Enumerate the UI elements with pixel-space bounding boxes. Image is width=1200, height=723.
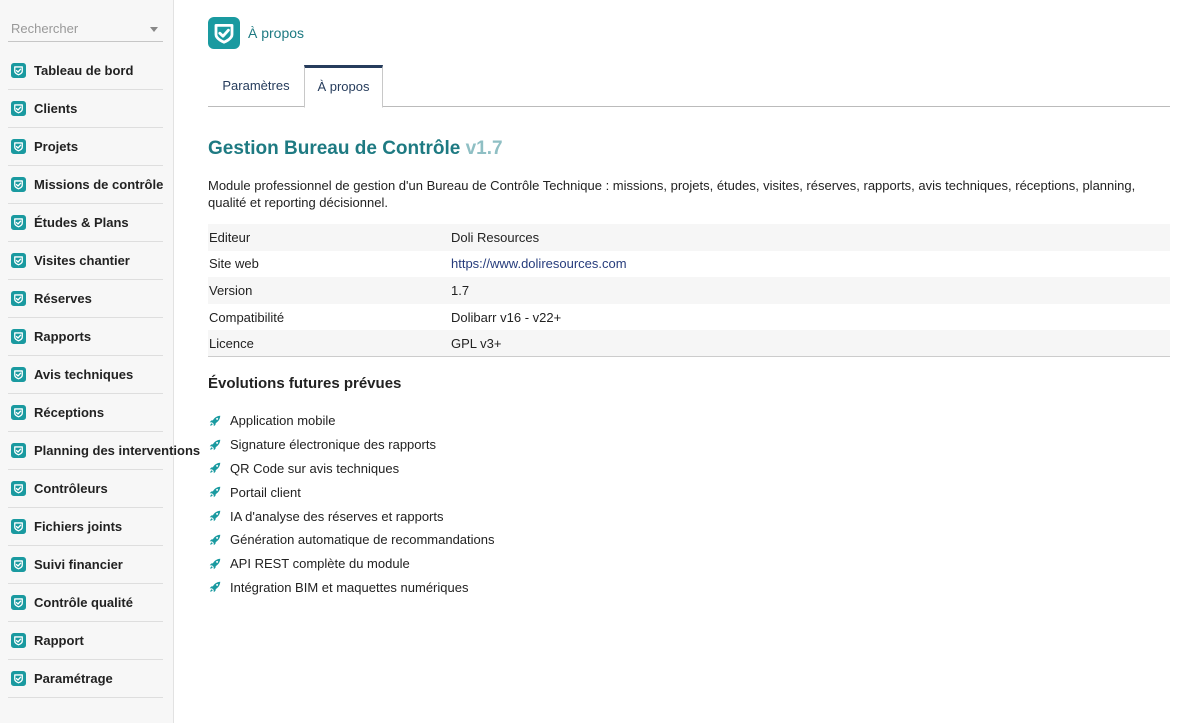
sidebar-item-label: Rapports [34, 329, 92, 344]
sidebar-item-label: Études & Plans [34, 215, 129, 230]
sidebar-item[interactable] [8, 356, 163, 394]
shield-check-icon [11, 253, 26, 268]
sidebar-item[interactable] [8, 242, 163, 280]
shield-check-icon [208, 17, 240, 49]
chevron-down-icon[interactable] [150, 27, 158, 32]
sidebar-item-label: Avis techniques [34, 367, 134, 382]
info-value-cell [450, 304, 1170, 331]
sidebar-item-label: Rapport [34, 633, 84, 648]
sidebar-item-label: Projets [34, 139, 79, 154]
roadmap-item-label: API REST complète du module [230, 556, 410, 572]
module-name: Gestion Bureau de Contrôle [208, 138, 461, 159]
roadmap-item [208, 433, 495, 457]
roadmap-item [208, 528, 495, 552]
info-key: Editeur [208, 224, 450, 251]
sidebar-item-label: Missions de contrôle [34, 177, 164, 192]
shield-check-icon [11, 519, 26, 534]
module-version: v1.7 [465, 138, 503, 159]
sidebar-item[interactable] [8, 90, 163, 128]
roadmap-item-label: QR Code sur avis techniques [230, 460, 400, 476]
module-description: Module professionnel de gestion d'un Bureau de Contrôle Technique : missions, projets, études, visites, réserves, rapports, avis techniques, réceptions, planning, qualité et reporting décisionnel. [208, 178, 1136, 210]
shield-check-icon [11, 329, 26, 344]
shield-check-icon [11, 101, 26, 116]
roadmap-item [208, 504, 495, 528]
roadmap-item-label: Intégration BIM et maquettes numériques [230, 579, 469, 595]
sidebar-menu [8, 52, 201, 698]
rocket-icon [209, 534, 221, 546]
info-key: Compatibilité [209, 309, 285, 325]
roadmap-title: Évolutions futures prévues [208, 375, 402, 392]
tab-parametres[interactable]: Paramètres [222, 78, 290, 93]
shield-check-icon [11, 633, 26, 648]
sidebar-item[interactable] [8, 394, 163, 432]
shield-check-icon [11, 595, 26, 610]
info-table [208, 224, 1170, 357]
sidebar-item-label: Réserves [34, 291, 92, 306]
shield-check-icon [11, 481, 26, 496]
roadmap-item [208, 409, 495, 433]
sidebar-item[interactable] [8, 508, 163, 546]
sidebar-item-label: Réceptions [34, 405, 105, 420]
rocket-icon [209, 462, 221, 474]
sidebar-item[interactable] [8, 584, 163, 622]
sidebar-item[interactable] [8, 280, 163, 318]
sidebar-item[interactable] [8, 546, 163, 584]
roadmap-item-label: Portail client [230, 484, 301, 500]
shield-check-icon [11, 215, 26, 230]
page-header [208, 16, 304, 49]
info-value: GPL v3+ [451, 335, 502, 351]
shield-check-icon [11, 177, 26, 192]
sidebar-item-label: Suivi financier [34, 557, 123, 572]
page-title: À propos [248, 24, 305, 41]
rocket-icon [209, 581, 221, 593]
sidebar-item[interactable] [8, 204, 163, 242]
sidebar-item-label: Contrôle qualité [34, 595, 133, 610]
info-row [208, 277, 1170, 304]
rocket-icon [209, 486, 221, 498]
shield-check-icon [11, 405, 26, 420]
rocket-icon [209, 510, 221, 522]
roadmap-item-label: Signature électronique des rapports [230, 437, 436, 453]
shield-check-icon [11, 139, 26, 154]
info-value-cell [450, 330, 1170, 357]
tab-bar [208, 65, 1170, 107]
sidebar-item-label: Paramétrage [34, 671, 113, 686]
search-box[interactable] [8, 16, 163, 42]
search-input[interactable] [11, 21, 141, 36]
tab-a-propos[interactable]: À propos [304, 65, 383, 108]
info-value: Doli Resources [451, 229, 540, 245]
roadmap-item [208, 576, 495, 600]
sidebar-item[interactable] [8, 318, 163, 356]
rocket-icon [209, 558, 221, 570]
info-value: Dolibarr v16 - v22+ [451, 309, 562, 325]
info-row [208, 224, 1170, 251]
rocket-icon [209, 415, 221, 427]
sidebar-item-label: Visites chantier [34, 253, 130, 268]
sidebar-item-label: Tableau de bord [34, 63, 134, 78]
shield-check-icon [11, 671, 26, 686]
sidebar-item[interactable] [8, 432, 201, 470]
sidebar-item-label: Clients [34, 101, 78, 116]
sidebar-item[interactable] [8, 52, 163, 90]
info-key: Licence [208, 330, 450, 357]
info-value-cell [450, 277, 1170, 304]
sidebar-item-label: Planning des interventions [34, 443, 201, 458]
roadmap-item-label: Application mobile [230, 413, 336, 429]
sidebar-item[interactable] [8, 660, 163, 698]
info-row [208, 330, 1170, 357]
info-row [208, 251, 1170, 278]
shield-check-icon [11, 367, 26, 382]
sidebar-item[interactable] [8, 128, 163, 166]
shield-check-icon [11, 443, 26, 458]
roadmap-item-label: IA d'analyse des réserves et rapports [230, 508, 444, 524]
roadmap-item [208, 457, 495, 481]
info-value-cell [450, 224, 1170, 251]
sidebar-item[interactable] [8, 622, 163, 660]
info-key: Site web [209, 256, 259, 272]
sidebar-item[interactable] [8, 470, 163, 508]
website-link[interactable]: https://www.doliresources.com [451, 256, 627, 272]
info-value: 1.7 [451, 282, 470, 298]
sidebar-item-label: Contrôleurs [34, 481, 108, 496]
sidebar [0, 0, 201, 723]
roadmap-item [208, 480, 495, 504]
roadmap-item [208, 552, 495, 576]
rocket-icon [209, 439, 221, 451]
info-value-cell [450, 251, 1170, 278]
sidebar-item[interactable] [8, 166, 163, 204]
module-title [208, 138, 503, 160]
sidebar-item-label: Fichiers joints [34, 519, 123, 534]
shield-check-icon [11, 63, 26, 78]
roadmap-item-label: Génération automatique de recommandations [230, 532, 495, 548]
shield-check-icon [11, 291, 26, 306]
shield-check-icon [11, 557, 26, 572]
info-key: Version [208, 277, 450, 304]
info-row [208, 304, 1170, 331]
roadmap-list [208, 409, 495, 599]
